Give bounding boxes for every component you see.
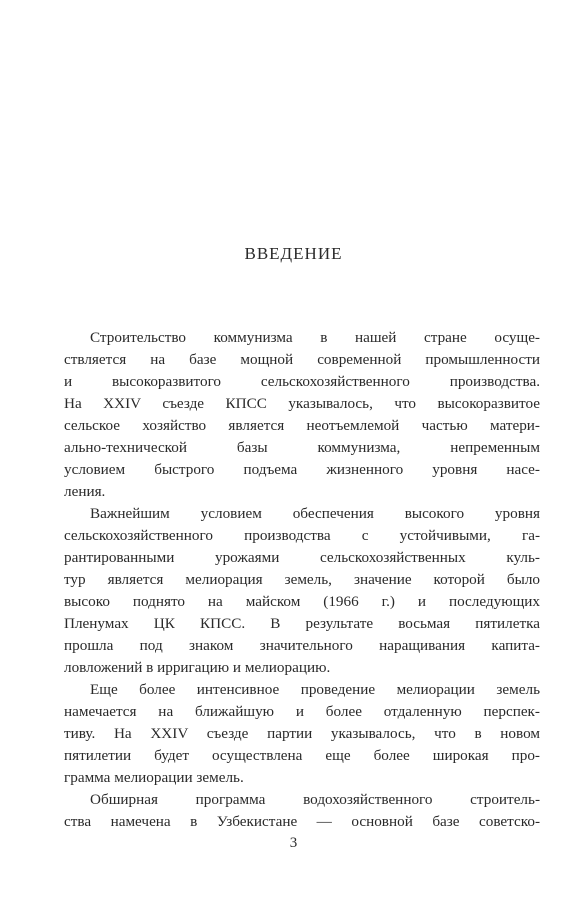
- paragraph-2: [64, 503, 540, 679]
- paragraph-1: [64, 327, 540, 503]
- text-line: сельское хозяйство является неотъемлемой частью матери-: [64, 417, 540, 434]
- text-line: рантированными урожаями сельскохозяйственных куль-: [64, 549, 540, 566]
- text-line: и высокоразвитого сельскохозяйственного производства.: [64, 373, 540, 390]
- text-line: ловложений в ирригацию и мелиорацию.: [64, 659, 331, 676]
- text-line: ально-технической базы коммунизма, непременным: [64, 439, 540, 456]
- text-line: ствляется на базе мощной современной промышленности: [64, 351, 540, 368]
- body-text: [64, 327, 540, 833]
- text-line: Строительство коммунизма в нашей стране осуще-: [90, 329, 540, 346]
- text-line: грамма мелиорации земель.: [64, 769, 244, 786]
- text-line: условием быстрого подъема жизненного уровня насе-: [64, 461, 540, 478]
- text-line: тур является мелиорация земель, значение которой было: [64, 571, 540, 588]
- text-line: пятилетии будет осуществлена еще более широкая про-: [64, 747, 540, 764]
- text-line: На XXIV съезде КПСС указывалось, что высокоразвитое: [64, 395, 540, 412]
- text-line: Обширная программа водохозяйственного строитель-: [90, 791, 540, 808]
- paragraph-3: [64, 679, 540, 789]
- text-line: тиву. На XXIV съезде партии указывалось, что в новом: [64, 725, 540, 742]
- text-line: Еще более интенсивное проведение мелиорации земель: [90, 681, 540, 698]
- text-line: ства намечена в Узбекистане — основной базе советско-: [64, 813, 540, 830]
- paragraph-4: [64, 789, 540, 833]
- text-line: высоко поднято на майском (1966 г.) и последующих: [64, 593, 540, 610]
- text-line: Пленумах ЦК КПСС. В результате восьмая пятилетка: [64, 615, 540, 632]
- page-number: 3: [289, 835, 298, 851]
- text-line: сельскохозяйственного производства с устойчивыми, га-: [64, 527, 540, 544]
- chapter-title: ВВЕДЕНИЕ: [244, 244, 343, 263]
- text-line: намечается на ближайшую и более отдаленную перспек-: [64, 703, 540, 720]
- text-line: ления.: [64, 483, 106, 500]
- text-line: прошла под знаком значительного наращивания капита-: [64, 637, 540, 654]
- text-line: Важнейшим условием обеспечения высокого уровня: [90, 505, 540, 522]
